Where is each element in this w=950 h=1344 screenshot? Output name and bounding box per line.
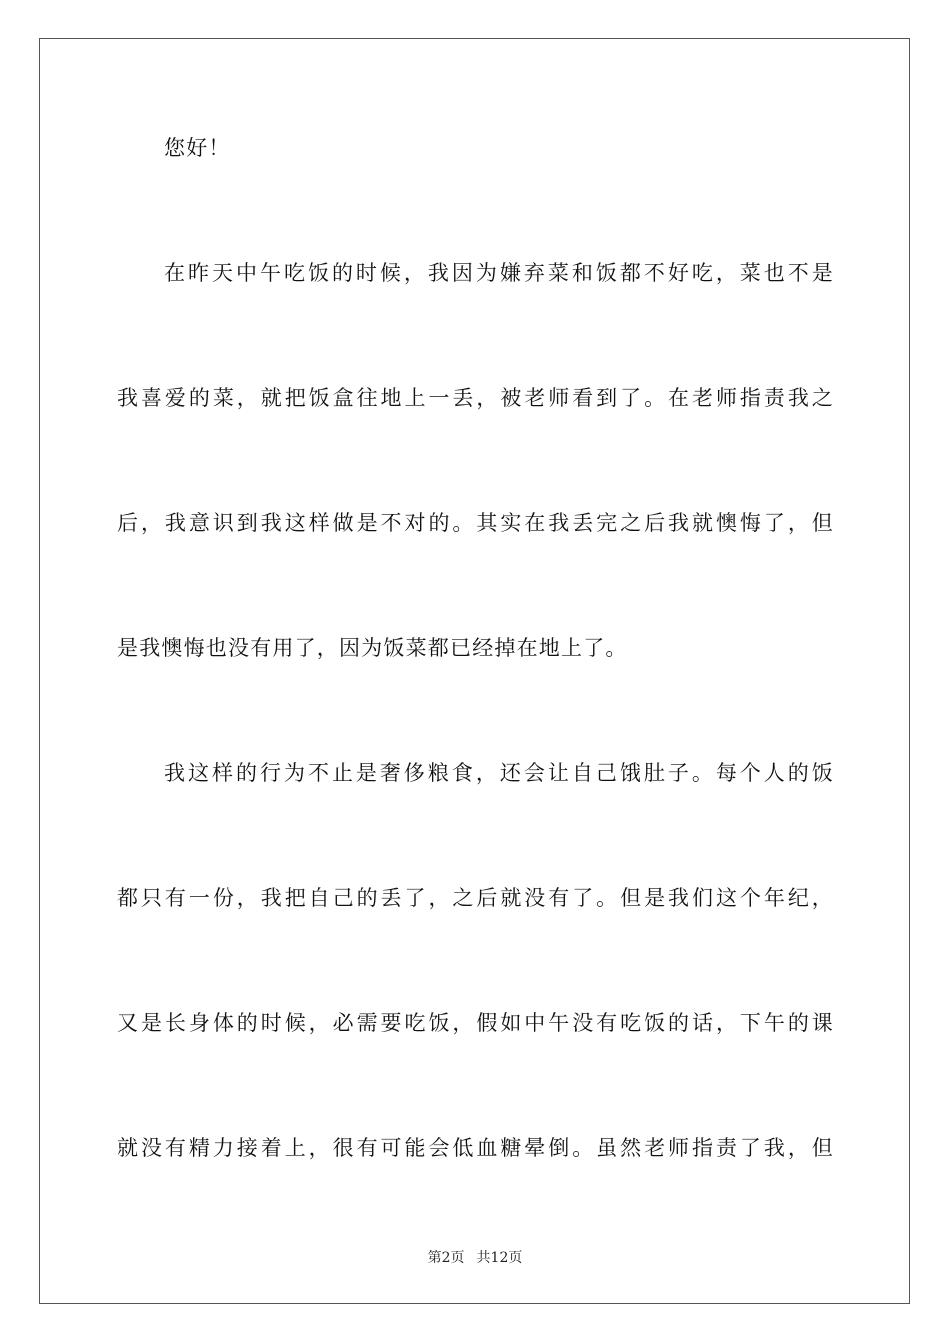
paragraph-2-line-4: 就没有精力接着上，很有可能会低血糖晕倒。虽然老师指责了我，但 (117, 1136, 834, 1160)
paragraph-2-line-3: 又是长身体的时候，必需要吃饭，假如中午没有吃饭的话，下午的课 (117, 1011, 834, 1035)
page-number: 第2页 (427, 1250, 465, 1266)
greeting-line: 您好！ (164, 136, 231, 160)
page-footer (0, 1249, 950, 1267)
paragraph-1-line-2: 我喜爱的菜，就把饭盒往地上一丢，被老师看到了。在老师指责我之 (117, 386, 834, 410)
paragraph-1-line-4: 是我懊悔也没有用了，因为饭菜都已经掉在地上了。 (117, 636, 628, 660)
paragraph-1-line-3: 后，我意识到我这样做是不对的。其实在我丢完之后我就懊悔了，但 (117, 511, 834, 535)
page-border (39, 38, 910, 1304)
paragraph-2-line-1: 我这样的行为不止是奢侈粮食，还会让自己饿肚子。每个人的饭 (164, 761, 834, 785)
paragraph-1-line-1: 在昨天中午吃饭的时候，我因为嫌弃菜和饭都不好吃，菜也不是 (164, 261, 834, 285)
paragraph-2-line-2: 都只有一份，我把自己的丢了，之后就没有了。但是我们这个年纪， (117, 886, 834, 910)
page-total: 共12页 (476, 1250, 523, 1266)
